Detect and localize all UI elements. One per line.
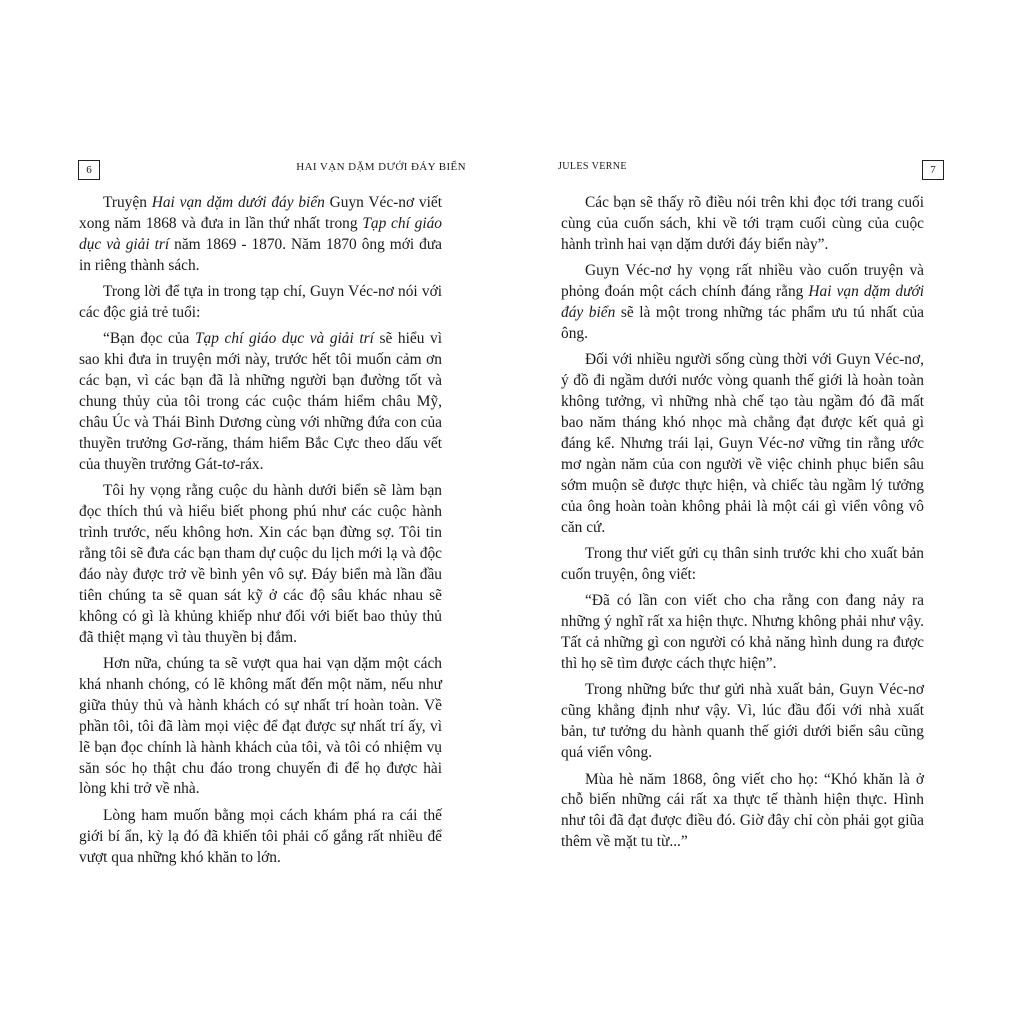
italic-title-text: Hai vạn dặm dưới đáy biển [561, 283, 924, 322]
paragraph [561, 544, 924, 586]
running-head-title: HAI VẠN DẶM DƯỚI ĐÁY BIỂN [296, 161, 466, 173]
italic-title-text: Hai vạn dặm dưới đáy biển [151, 194, 325, 211]
text-run: Các bạn sẽ thấy rõ điều nói trên khi đọc tới trang cuối cùng của cuốn sách, khi về tới trạm cuối cùng của cuộc hành trình hai vạn dặm dưới đáy biển này”. [561, 194, 924, 253]
text-run: Trong lời để tựa in trong tạp chí, Guyn Véc-nơ nói với các độc giả trẻ tuổi: [79, 283, 442, 322]
paragraph [79, 282, 442, 324]
page-number: 6 [78, 160, 100, 180]
text-run: Trong thư viết gửi cụ thân sinh trước khi cho xuất bản cuốn truyện, ông viết: [561, 545, 924, 583]
text-run: năm 1869 - 1870. Năm 1870 ông mới đưa in riêng thành sách. [79, 235, 442, 274]
text-run: “Đã có lần con viết cho cha rằng con đang nảy ra những ý nghĩ rất xa hiện thực. Nhưng không phải như vậy. Tất cả những gì con người có khả năng hình dung ra được thì họ sẽ tìm được cách thực hiện”. [561, 592, 924, 673]
text-run: Đối với nhiều người sống cùng thời với Guyn Véc-nơ, ý đồ đi ngầm dưới nước vòng quanh thế giới là hoàn toàn không tưởng, vì những nhà chế tạo tàu ngầm đó đã mất bao năm tháng khó nhọc mà chẳng đạt được kết quả gì đáng kể. Nhưng trái lại, Guyn Véc-nơ vững tin rằng ước mơ ngàn năm của con người về việc chinh phục biển sâu sớm muộn sẽ được thực hiện, và chiếc tàu ngầm lý tưởng của ông hoàn toàn không phải là một cái gì viển vông vô căn cứ. [561, 351, 924, 536]
italic-title-text: Tạp chí giáo dục và giải trí [79, 214, 443, 253]
italic-title-text: Tạp chí giáo dục và giải trí [195, 330, 374, 348]
body-text [561, 193, 924, 859]
right-page [512, 0, 1024, 1024]
paragraph [79, 193, 442, 277]
paragraph [561, 591, 924, 675]
text-run: Trong những bức thư gửi nhà xuất bản, Guyn Véc-nơ cũng khẳng định như vậy. Vì, lúc đầu đối với nhà xuất bản, tư tưởng du hành quanh thế giới dưới biển sâu cũng quá viển vông. [561, 681, 924, 762]
paragraph [79, 329, 442, 475]
text-run: sẽ là một trong những tác phẩm ưu tú nhất của ông. [561, 304, 924, 342]
paragraph [79, 481, 442, 648]
paragraph [561, 261, 924, 345]
text-run: “Bạn đọc của [103, 330, 195, 348]
paragraph [561, 770, 924, 854]
text-run: Tôi hy vọng rằng cuộc du hành dưới biển sẽ làm bạn đọc thích thú và hiểu biết phong phú như các cuộc hành trình trước, nếu không hơn. Xin các bạn đừng sợ. Tôi tin rằng tôi sẽ đưa các bạn tham dự cuộc du lịch mới lạ và độc đáo này được trở về bình yên vô sự. Đáy biển mà lần đầu tiên chúng ta sẽ quan sát kỹ ở các độ sâu khác nhau sẽ không có gì là khủng khiếp như đối với biết bao thủy thủ đã thiệt mạng vì tàu thuyền bị đắm. [79, 482, 442, 646]
paragraph [561, 350, 924, 538]
body-text [79, 193, 442, 874]
text-run: sẽ hiểu vì sao khi đưa in truyện mới này, trước hết tôi muốn cảm ơn các bạn, vì các bạn đã là những người bạn đường tốt và chung thủy của tôi trong các cuộc thám hiểm châu Mỹ, châu Úc và Thái Bình Dương cùng với những đứa con của thuyền trưởng Gơ-răng, thám hiểm Bắc Cực theo dấu vết của thuyền trưởng Gát-tơ-ráx. [79, 330, 442, 473]
paragraph [561, 680, 924, 764]
paragraph [561, 193, 924, 256]
page-number: 7 [922, 160, 944, 180]
text-run: Mùa hè năm 1868, ông viết cho họ: “Khó khăn là ở chỗ biến những cái rất xa thực tế thành hiện thực. Hình như tôi đã đạt được điều đó. Giờ đây chỉ còn phải gọt giũa thêm về mặt tu từ...” [561, 770, 924, 851]
paragraph [79, 654, 442, 800]
running-head-author: JULES VERNE [558, 161, 627, 172]
text-run: Lòng ham muốn bằng mọi cách khám phá ra cái thế giới bí ẩn, kỳ lạ đó đã khiến tôi phải cố gắng rất nhiều để vượt qua những khó khăn to lớn. [79, 806, 442, 866]
paragraph [79, 806, 442, 869]
text-run: Guyn Véc-nơ hy vọng rất nhiều vào cuốn truyện và phỏng đoán một cách chính đáng rằng [561, 262, 924, 301]
text-run: Guyn Véc-nơ viết xong năm 1868 và đưa in lần thứ nhất trong [79, 194, 443, 232]
text-run: Hơn nữa, chúng ta sẽ vượt qua hai vạn dặm một cách khá nhanh chóng, có lẽ không mất đến một năm, nếu như giữa thủy thủ và hành khách có sự nhất trí hoàn toàn. Về phần tôi, tôi đã làm mọi việc để đạt được sự nhất trí ấy, vì lẽ bạn đọc chính là hành khách của tôi, và tôi có nhiệm vụ săn sóc họ thật chu đáo trong chuyến đi để họ được hài lòng khi trở về nhà. [79, 655, 442, 798]
text-run: Truyện [103, 194, 152, 211]
